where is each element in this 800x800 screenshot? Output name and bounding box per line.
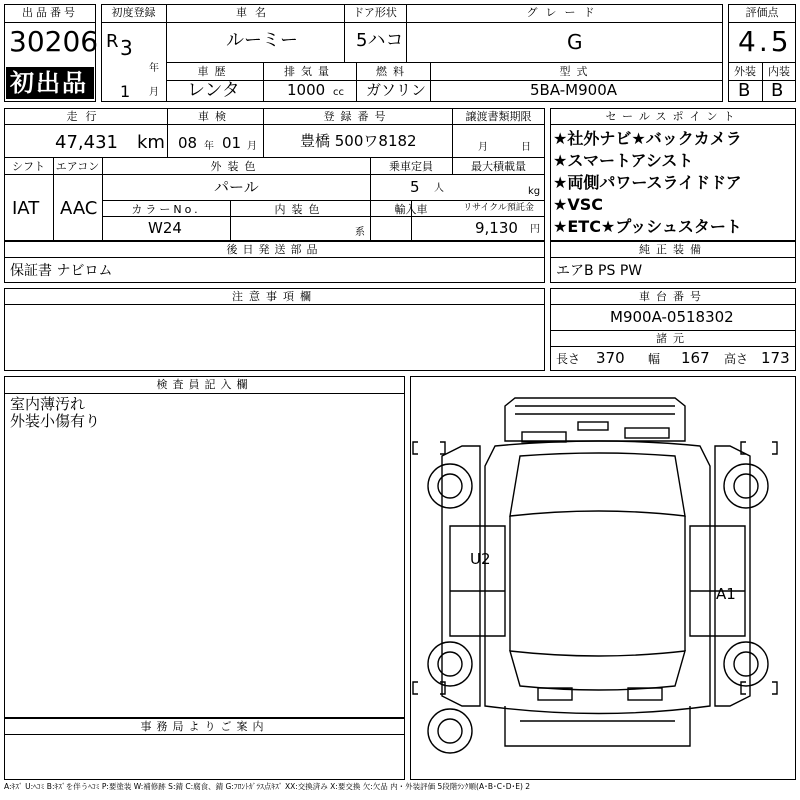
fuel: ガソリン (366, 81, 427, 99)
notes-label: 注意事項欄 (232, 290, 317, 303)
lot-label: 出品番号 (22, 6, 78, 19)
first-reg-label: 初度登録 (111, 6, 156, 19)
first-listing-text: 初出品 (10, 69, 88, 97)
height: 173 (761, 349, 790, 367)
aircon-label: エアコン (55, 160, 100, 173)
max-load-label: 最大積載量 (471, 160, 526, 173)
car-name-label: 車名 (236, 6, 274, 19)
genuine-equipment-value: エアB PS PW (556, 263, 643, 279)
grade: G (567, 30, 583, 54)
sales-points-label: セールスポイント (605, 110, 741, 123)
grade-label: グレード (526, 6, 603, 19)
registration: 豊橋 500ワ8182 (300, 132, 417, 150)
later-parts-value: 保証書 ナビロム (10, 263, 113, 279)
width: 167 (681, 349, 710, 367)
sales-point-1: ★社外ナビ★バックカメラ (553, 129, 742, 148)
history: レンタ (187, 80, 240, 101)
inspector-label: 検査員記入欄 (156, 378, 253, 391)
model-code-label: 型式 (559, 65, 594, 78)
interior-label: 内装 (768, 65, 790, 78)
height-label: 高さ (724, 352, 749, 366)
length: 370 (596, 349, 625, 367)
later-parts-label: 後日発送部品 (226, 243, 323, 256)
legend: A:ｷｽﾞ U:ﾍｺﾐ B:ｷｽﾞを伴うﾍｺﾐ P:要塗装 W:補修跡 S:錆 C:腐食、錆 G:ﾌﾛﾝﾄｶﾞﾗｽ点ｷｽﾞ XX:交換済み X:要交換 欠:欠品 内・外装評価 5段階ﾗﾝｸ順(A･B･C･D･E) 2 (4, 782, 531, 791)
exterior-label: 外装 (734, 65, 756, 78)
year-value: 3 (120, 36, 133, 60)
registration-label: 登録番号 (323, 110, 392, 123)
inspection-label: 車検 (198, 110, 232, 123)
mileage: 47,431 (55, 132, 118, 153)
inspector-line-2: 外装小傷有り (10, 412, 101, 430)
door: 5ハコ (356, 30, 404, 51)
displacement: 1000 (287, 81, 326, 99)
dims-label: 諸元 (656, 332, 690, 345)
history-label: 車歴 (197, 65, 232, 78)
recycle-label: リサイクル預託金 (463, 203, 534, 213)
month-unit: 月 (149, 87, 159, 98)
shift: IAT (12, 198, 40, 219)
inspection-year-unit: 年 (204, 141, 214, 152)
sales-point-5: ★ETC★プッシュスタート (553, 217, 742, 236)
capacity-label: 乗車定員 (389, 160, 433, 173)
damage-mark-right: A1 (716, 585, 736, 603)
chassis-value: M900A-0518302 (610, 308, 734, 326)
inspection-month-unit: 月 (247, 141, 257, 152)
score: 4.5 (738, 25, 792, 58)
color-no-label: カラーNo. (131, 203, 201, 216)
exterior-grade: B (738, 80, 751, 101)
lot-number: 30206 (9, 25, 99, 58)
sales-point-4: ★VSC (553, 195, 603, 214)
color-no: W24 (148, 219, 182, 237)
width-label: 幅 (648, 352, 661, 366)
sales-point-2: ★スマートアシスト (553, 151, 694, 170)
interior-color-suffix: 系 (355, 227, 365, 238)
transfer-label: 譲渡書類期限 (465, 110, 532, 123)
max-load-unit: kg (528, 186, 541, 197)
model-code: 5BA-M900A (530, 81, 618, 99)
exterior-color: パール (214, 178, 259, 196)
car-name: ルーミー (226, 30, 298, 51)
length-label: 長さ (556, 352, 581, 366)
interior-grade: B (771, 80, 784, 101)
fuel-label: 燃料 (376, 65, 410, 78)
mileage-unit: km (137, 132, 165, 153)
capacity-unit: 人 (434, 183, 444, 194)
year-unit: 年 (149, 63, 159, 74)
inspector-line-1: 室内薄汚れ (10, 395, 86, 413)
shift-label: シフト (12, 160, 45, 173)
recycle: 9,130 (475, 219, 518, 237)
score-label: 評価点 (745, 6, 779, 19)
door-label: ドア形状 (353, 6, 397, 19)
aircon: AAC (60, 198, 98, 219)
exterior-color-label: 外装色 (210, 160, 262, 173)
recycle-unit: 円 (530, 224, 540, 235)
month-value: 1 (120, 82, 131, 101)
capacity: 5 (410, 178, 420, 196)
car-diagram (410, 376, 796, 780)
import-label: 輸入車 (394, 203, 428, 216)
transfer-month-unit: 月 (478, 142, 488, 153)
inspection-month: 01 (222, 134, 242, 152)
mileage-label: 走行 (66, 110, 105, 123)
interior-color-label: 内装色 (274, 203, 326, 216)
genuine-equipment-label: 純正装備 (639, 243, 707, 256)
displacement-label: 排気量 (284, 65, 335, 78)
transfer-day-unit: 日 (521, 142, 531, 153)
inspection-year: 08 (178, 134, 198, 152)
displacement-unit: cc (333, 87, 344, 98)
sales-point-3: ★両側パワースライドドア (553, 173, 742, 192)
chassis-label: 車台番号 (639, 290, 707, 303)
era: R (106, 31, 119, 52)
office-label: 事務局よりご案内 (140, 720, 269, 733)
damage-mark-left: U2 (470, 550, 491, 568)
